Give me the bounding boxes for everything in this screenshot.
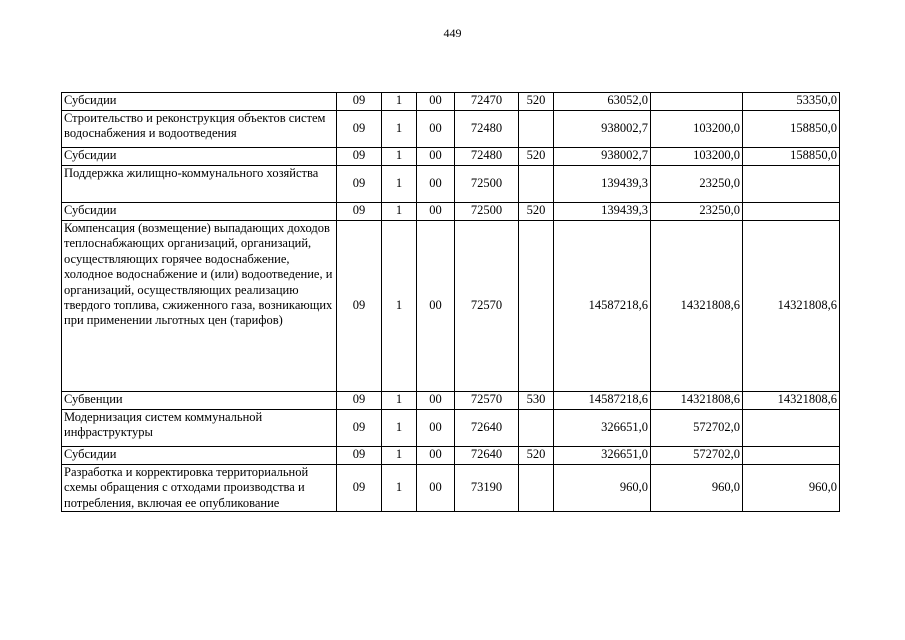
amount-year3-cell: 960,0 — [743, 465, 840, 512]
table-row — [62, 166, 840, 203]
amount-year1-cell: 938002,7 — [554, 148, 651, 166]
subprogram-code-cell: 00 — [417, 447, 455, 465]
page-number: 449 — [443, 26, 462, 40]
table-row — [62, 111, 840, 148]
target-code-cell: 73190 — [455, 465, 519, 512]
row-name-cell: Строительство и реконструкция объектов систем водоснабжения и водоотведения — [62, 111, 337, 148]
table-row — [62, 392, 840, 410]
row-name-cell: Субвенции — [62, 392, 337, 410]
amount-year3-cell — [743, 166, 840, 203]
amount-year2-cell: 572702,0 — [651, 410, 743, 447]
section-code-cell: 09 — [337, 111, 382, 148]
table-row — [62, 203, 840, 221]
amount-year2-cell: 23250,0 — [651, 166, 743, 203]
subprogram-code-cell: 00 — [417, 465, 455, 512]
program-code-cell: 1 — [382, 447, 417, 465]
amount-year2-cell: 23250,0 — [651, 203, 743, 221]
amount-year1-cell: 14587218,6 — [554, 392, 651, 410]
section-code-cell: 09 — [337, 93, 382, 111]
amount-year2-cell: 14321808,6 — [651, 392, 743, 410]
target-code-cell: 72500 — [455, 166, 519, 203]
amount-year3-cell: 53350,0 — [743, 93, 840, 111]
expense-type-cell: 520 — [519, 447, 554, 465]
program-code-cell: 1 — [382, 465, 417, 512]
section-code-cell: 09 — [337, 166, 382, 203]
expense-type-cell — [519, 221, 554, 392]
amount-year3-cell — [743, 447, 840, 465]
subprogram-code-cell: 00 — [417, 166, 455, 203]
program-code-cell: 1 — [382, 148, 417, 166]
expense-type-cell — [519, 465, 554, 512]
amount-year1-cell: 14587218,6 — [554, 221, 651, 392]
amount-year3-cell: 14321808,6 — [743, 221, 840, 392]
amount-year1-cell: 63052,0 — [554, 93, 651, 111]
program-code-cell: 1 — [382, 93, 417, 111]
amount-year2-cell: 103200,0 — [651, 148, 743, 166]
budget-table — [61, 92, 840, 512]
section-code-cell: 09 — [337, 447, 382, 465]
subprogram-code-cell: 00 — [417, 410, 455, 447]
row-name-cell: Поддержка жилищно-коммунального хозяйства — [62, 166, 337, 203]
expense-type-cell: 520 — [519, 148, 554, 166]
table-row — [62, 410, 840, 447]
target-code-cell: 72570 — [455, 221, 519, 392]
target-code-cell: 72640 — [455, 410, 519, 447]
row-name-cell: Субсидии — [62, 203, 337, 221]
program-code-cell: 1 — [382, 166, 417, 203]
expense-type-cell — [519, 166, 554, 203]
amount-year3-cell — [743, 410, 840, 447]
table-row — [62, 93, 840, 111]
table-row — [62, 447, 840, 465]
section-code-cell: 09 — [337, 203, 382, 221]
target-code-cell: 72640 — [455, 447, 519, 465]
amount-year1-cell: 139439,3 — [554, 203, 651, 221]
table-body — [62, 93, 840, 512]
row-name-cell: Субсидии — [62, 93, 337, 111]
expense-type-cell: 520 — [519, 93, 554, 111]
row-name-cell: Компенсация (возмещение) выпадающих доходов теплоснабжающих организаций, организаций, осуществляющих горячее водоснабжение, холодное водоснабжение и (или) водоотведение, и организаций, осуществляющих реализацию твердого топлива, сжиженного газа, возникающих при применении льготных цен (тарифов) — [62, 221, 337, 392]
amount-year2-cell: 960,0 — [651, 465, 743, 512]
expense-type-cell: 530 — [519, 392, 554, 410]
table-row — [62, 465, 840, 512]
amount-year1-cell: 326651,0 — [554, 410, 651, 447]
target-code-cell: 72480 — [455, 111, 519, 148]
amount-year3-cell: 158850,0 — [743, 111, 840, 148]
program-code-cell: 1 — [382, 203, 417, 221]
section-code-cell: 09 — [337, 392, 382, 410]
program-code-cell: 1 — [382, 221, 417, 392]
section-code-cell: 09 — [337, 148, 382, 166]
amount-year2-cell: 14321808,6 — [651, 221, 743, 392]
row-name-cell: Субсидии — [62, 447, 337, 465]
program-code-cell: 1 — [382, 392, 417, 410]
target-code-cell: 72570 — [455, 392, 519, 410]
subprogram-code-cell: 00 — [417, 148, 455, 166]
subprogram-code-cell: 00 — [417, 111, 455, 148]
target-code-cell: 72470 — [455, 93, 519, 111]
program-code-cell: 1 — [382, 410, 417, 447]
row-name-cell: Разработка и корректировка территориальной схемы обращения с отходами производства и потребления, включая ее опубликование — [62, 465, 337, 512]
amount-year1-cell: 960,0 — [554, 465, 651, 512]
amount-year3-cell — [743, 203, 840, 221]
amount-year3-cell: 14321808,6 — [743, 392, 840, 410]
amount-year2-cell: 103200,0 — [651, 111, 743, 148]
subprogram-code-cell: 00 — [417, 221, 455, 392]
program-code-cell: 1 — [382, 111, 417, 148]
subprogram-code-cell: 00 — [417, 93, 455, 111]
amount-year1-cell: 326651,0 — [554, 447, 651, 465]
expense-type-cell — [519, 111, 554, 148]
amount-year3-cell: 158850,0 — [743, 148, 840, 166]
amount-year2-cell: 572702,0 — [651, 447, 743, 465]
expense-type-cell — [519, 410, 554, 447]
section-code-cell: 09 — [337, 465, 382, 512]
section-code-cell: 09 — [337, 221, 382, 392]
amount-year1-cell: 139439,3 — [554, 166, 651, 203]
expense-type-cell: 520 — [519, 203, 554, 221]
section-code-cell: 09 — [337, 410, 382, 447]
row-name-cell: Модернизация систем коммунальной инфраструктуры — [62, 410, 337, 447]
target-code-cell: 72480 — [455, 148, 519, 166]
table-row — [62, 221, 840, 392]
subprogram-code-cell: 00 — [417, 203, 455, 221]
amount-year2-cell — [651, 93, 743, 111]
row-name-cell: Субсидии — [62, 148, 337, 166]
table-row — [62, 148, 840, 166]
subprogram-code-cell: 00 — [417, 392, 455, 410]
target-code-cell: 72500 — [455, 203, 519, 221]
amount-year1-cell: 938002,7 — [554, 111, 651, 148]
